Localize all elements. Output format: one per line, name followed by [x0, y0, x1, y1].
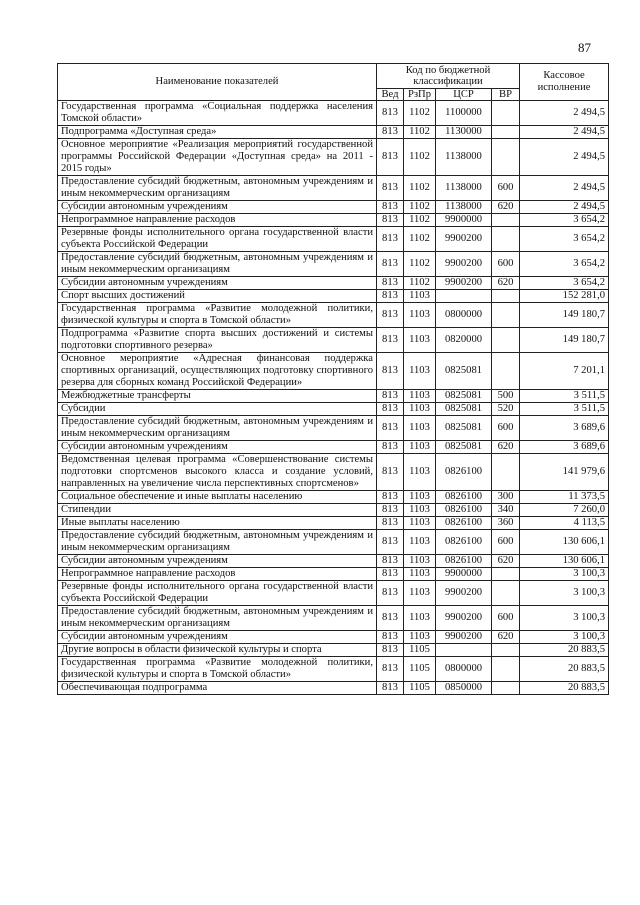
row-vr: 600 [492, 176, 520, 201]
row-name: Ведомственная целевая программа «Совершенствование системы подготовки спортсменов высокого класса и создание условий, направленных на увеличение числа перспективных спортсменов» [58, 454, 377, 491]
table-row [58, 126, 609, 139]
row-rzpr: 1102 [404, 101, 436, 126]
table-row [58, 353, 609, 390]
row-csr: 9900000 [436, 214, 492, 227]
row-csr: 1100000 [436, 101, 492, 126]
row-csr: 0800000 [436, 657, 492, 682]
table-row [58, 657, 609, 682]
row-amount: 3 654,2 [520, 252, 609, 277]
row-ved: 813 [377, 581, 404, 606]
table-row [58, 214, 609, 227]
row-amount: 141 979,6 [520, 454, 609, 491]
row-amount: 3 654,2 [520, 214, 609, 227]
row-vr [492, 581, 520, 606]
row-ved: 813 [377, 227, 404, 252]
table-row [58, 530, 609, 555]
page-number: 87 [578, 40, 591, 55]
row-csr: 0825081 [436, 416, 492, 441]
row-rzpr: 1103 [404, 555, 436, 568]
row-csr: 0826100 [436, 530, 492, 555]
row-rzpr: 1102 [404, 227, 436, 252]
row-name: Субсидии автономным учреждениям [58, 201, 377, 214]
row-csr: 9900200 [436, 631, 492, 644]
row-ved: 813 [377, 454, 404, 491]
row-rzpr: 1103 [404, 290, 436, 303]
table-row [58, 504, 609, 517]
row-ved: 813 [377, 201, 404, 214]
row-rzpr: 1103 [404, 504, 436, 517]
row-name: Стипендии [58, 504, 377, 517]
row-amount: 3 100,3 [520, 581, 609, 606]
row-csr: 9900200 [436, 606, 492, 631]
header-cash-execution: Кассовое исполнение [520, 64, 609, 101]
row-ved: 813 [377, 303, 404, 328]
row-csr: 0826100 [436, 491, 492, 504]
row-name: Подпрограмма «Доступная среда» [58, 126, 377, 139]
row-rzpr: 1102 [404, 252, 436, 277]
row-ved: 813 [377, 328, 404, 353]
row-amount: 2 494,5 [520, 126, 609, 139]
row-ved: 813 [377, 390, 404, 403]
row-csr: 1138000 [436, 176, 492, 201]
row-csr: 0800000 [436, 303, 492, 328]
row-amount: 20 883,5 [520, 657, 609, 682]
row-vr: 340 [492, 504, 520, 517]
row-ved: 813 [377, 176, 404, 201]
row-rzpr: 1102 [404, 201, 436, 214]
header-indicator-name: Наименование показателей [58, 64, 377, 101]
row-rzpr: 1102 [404, 126, 436, 139]
row-amount: 3 511,5 [520, 403, 609, 416]
row-vr [492, 101, 520, 126]
row-name: Социальное обеспечение и иные выплаты населению [58, 491, 377, 504]
header-rzpr: РзПр [404, 89, 436, 101]
row-vr [492, 126, 520, 139]
row-amount: 20 883,5 [520, 682, 609, 695]
row-name: Обеспечивающая подпрограмма [58, 682, 377, 695]
row-name: Подпрограмма «Развитие спорта высших достижений и системы подготовки спортивного резерва» [58, 328, 377, 353]
row-csr: 0826100 [436, 454, 492, 491]
row-name: Предоставление субсидий бюджетным, автономным учреждениям и иным некоммерческим организациям [58, 530, 377, 555]
row-vr [492, 328, 520, 353]
table-row [58, 454, 609, 491]
header-ved: Вед [377, 89, 404, 101]
header-csr: ЦСР [436, 89, 492, 101]
row-ved: 813 [377, 353, 404, 390]
row-amount: 11 373,5 [520, 491, 609, 504]
row-csr [436, 290, 492, 303]
row-amount: 149 180,7 [520, 303, 609, 328]
row-rzpr: 1103 [404, 390, 436, 403]
row-rzpr: 1102 [404, 214, 436, 227]
row-rzpr: 1103 [404, 454, 436, 491]
row-ved: 813 [377, 290, 404, 303]
row-csr: 0825081 [436, 353, 492, 390]
table-row [58, 227, 609, 252]
row-amount: 3 654,2 [520, 277, 609, 290]
row-ved: 813 [377, 568, 404, 581]
budget-execution-table [57, 63, 609, 695]
row-rzpr: 1103 [404, 581, 436, 606]
row-ved: 813 [377, 555, 404, 568]
row-name: Резервные фонды исполнительного органа государственной власти субъекта Российской Федерации [58, 227, 377, 252]
table-row [58, 517, 609, 530]
row-ved: 813 [377, 606, 404, 631]
row-rzpr: 1102 [404, 139, 436, 176]
table-row [58, 328, 609, 353]
row-amount: 3 689,6 [520, 416, 609, 441]
row-rzpr: 1103 [404, 328, 436, 353]
row-amount: 4 113,5 [520, 517, 609, 530]
row-vr: 600 [492, 252, 520, 277]
row-rzpr: 1103 [404, 416, 436, 441]
table-row [58, 403, 609, 416]
row-rzpr: 1103 [404, 353, 436, 390]
row-name: Основное мероприятие «Адресная финансовая поддержка спортивных организаций, осуществляющих подготовку спортивного резерва для сборных команд Российской Федерации» [58, 353, 377, 390]
row-ved: 813 [377, 214, 404, 227]
row-amount: 3 100,3 [520, 606, 609, 631]
table-row [58, 139, 609, 176]
row-name: Предоставление субсидий бюджетным, автономным учреждениям и иным некоммерческим организациям [58, 176, 377, 201]
row-name: Субсидии [58, 403, 377, 416]
row-name: Иные выплаты населению [58, 517, 377, 530]
row-csr: 0825081 [436, 403, 492, 416]
row-vr [492, 454, 520, 491]
row-rzpr: 1103 [404, 491, 436, 504]
row-amount: 152 281,0 [520, 290, 609, 303]
row-vr [492, 682, 520, 695]
row-name: Субсидии автономным учреждениям [58, 555, 377, 568]
row-vr: 600 [492, 530, 520, 555]
table-row [58, 568, 609, 581]
row-ved: 813 [377, 530, 404, 555]
row-csr: 0826100 [436, 555, 492, 568]
row-amount: 3 100,3 [520, 631, 609, 644]
row-amount: 149 180,7 [520, 328, 609, 353]
row-amount: 20 883,5 [520, 644, 609, 657]
row-ved: 813 [377, 403, 404, 416]
table-row [58, 581, 609, 606]
row-csr [436, 644, 492, 657]
row-vr: 300 [492, 491, 520, 504]
row-csr: 0825081 [436, 390, 492, 403]
row-rzpr: 1105 [404, 644, 436, 657]
row-amount: 7 201,1 [520, 353, 609, 390]
row-amount: 2 494,5 [520, 176, 609, 201]
row-csr: 9900000 [436, 568, 492, 581]
row-name: Субсидии автономным учреждениям [58, 441, 377, 454]
row-rzpr: 1103 [404, 568, 436, 581]
row-name: Субсидии автономным учреждениям [58, 631, 377, 644]
row-ved: 813 [377, 644, 404, 657]
row-vr [492, 290, 520, 303]
row-name: Другие вопросы в области физической культуры и спорта [58, 644, 377, 657]
row-name: Непрограммное направление расходов [58, 568, 377, 581]
row-vr: 600 [492, 606, 520, 631]
row-name: Резервные фонды исполнительного органа государственной власти субъекта Российской Федерации [58, 581, 377, 606]
row-vr [492, 657, 520, 682]
row-name: Межбюджетные трансферты [58, 390, 377, 403]
row-rzpr: 1105 [404, 682, 436, 695]
row-ved: 813 [377, 101, 404, 126]
row-vr: 620 [492, 555, 520, 568]
row-amount: 3 100,3 [520, 568, 609, 581]
row-amount: 2 494,5 [520, 101, 609, 126]
table-row [58, 491, 609, 504]
row-rzpr: 1102 [404, 176, 436, 201]
row-name: Предоставление субсидий бюджетным, автономным учреждениям и иным некоммерческим организациям [58, 416, 377, 441]
header-budget-code: Код по бюджетной классификации [377, 64, 520, 89]
row-name: Предоставление субсидий бюджетным, автономным учреждениям и иным некоммерческим организациям [58, 606, 377, 631]
row-name: Государственная программа «Социальная поддержка населения Томской области» [58, 101, 377, 126]
row-vr: 360 [492, 517, 520, 530]
row-amount: 3 511,5 [520, 390, 609, 403]
row-ved: 813 [377, 517, 404, 530]
table-row [58, 441, 609, 454]
row-ved: 813 [377, 491, 404, 504]
row-ved: 813 [377, 252, 404, 277]
row-csr: 9900200 [436, 277, 492, 290]
table-row [58, 606, 609, 631]
row-vr [492, 568, 520, 581]
table-row [58, 252, 609, 277]
row-vr [492, 227, 520, 252]
row-csr: 1130000 [436, 126, 492, 139]
row-amount: 3 689,6 [520, 441, 609, 454]
row-amount: 2 494,5 [520, 201, 609, 214]
table-row [58, 416, 609, 441]
table-row [58, 303, 609, 328]
row-csr: 9900200 [436, 581, 492, 606]
table-row [58, 682, 609, 695]
row-ved: 813 [377, 416, 404, 441]
table-row [58, 390, 609, 403]
row-ved: 813 [377, 126, 404, 139]
row-rzpr: 1103 [404, 517, 436, 530]
row-rzpr: 1103 [404, 606, 436, 631]
row-csr: 1138000 [436, 139, 492, 176]
table-row [58, 644, 609, 657]
table-row [58, 277, 609, 290]
row-name: Государственная программа «Развитие молодежной политики, физической культуры и спорта в Томской области» [58, 657, 377, 682]
row-vr: 600 [492, 416, 520, 441]
row-name: Непрограммное направление расходов [58, 214, 377, 227]
row-rzpr: 1102 [404, 277, 436, 290]
row-vr [492, 139, 520, 176]
row-ved: 813 [377, 441, 404, 454]
row-csr: 0820000 [436, 328, 492, 353]
table-row [58, 176, 609, 201]
row-name: Субсидии автономным учреждениям [58, 277, 377, 290]
row-rzpr: 1103 [404, 303, 436, 328]
row-vr: 620 [492, 441, 520, 454]
row-amount: 130 606,1 [520, 555, 609, 568]
row-amount: 3 654,2 [520, 227, 609, 252]
row-csr: 0850000 [436, 682, 492, 695]
row-vr: 620 [492, 201, 520, 214]
row-ved: 813 [377, 139, 404, 176]
row-rzpr: 1103 [404, 631, 436, 644]
table-row [58, 201, 609, 214]
table-row [58, 101, 609, 126]
row-csr: 0826100 [436, 517, 492, 530]
row-ved: 813 [377, 631, 404, 644]
table-row [58, 631, 609, 644]
row-ved: 813 [377, 504, 404, 517]
row-amount: 7 260,0 [520, 504, 609, 517]
row-name: Предоставление субсидий бюджетным, автономным учреждениям и иным некоммерческим организациям [58, 252, 377, 277]
row-rzpr: 1103 [404, 530, 436, 555]
table-row [58, 290, 609, 303]
row-csr: 0825081 [436, 441, 492, 454]
row-csr: 9900200 [436, 227, 492, 252]
row-rzpr: 1105 [404, 657, 436, 682]
row-vr [492, 353, 520, 390]
row-vr [492, 644, 520, 657]
row-ved: 813 [377, 682, 404, 695]
row-name: Основное мероприятие «Реализация мероприятий государственной программы Российской Федерации «Доступная среда» на 2011 - 2015 годы» [58, 139, 377, 176]
row-ved: 813 [377, 657, 404, 682]
row-vr [492, 214, 520, 227]
row-rzpr: 1103 [404, 403, 436, 416]
row-vr: 620 [492, 277, 520, 290]
row-amount: 130 606,1 [520, 530, 609, 555]
row-amount: 2 494,5 [520, 139, 609, 176]
row-vr: 500 [492, 390, 520, 403]
row-csr: 1138000 [436, 201, 492, 214]
row-vr: 520 [492, 403, 520, 416]
table-row [58, 555, 609, 568]
table-body [58, 101, 609, 695]
row-vr [492, 303, 520, 328]
row-csr: 0826100 [436, 504, 492, 517]
row-name: Спорт высших достижений [58, 290, 377, 303]
row-ved: 813 [377, 277, 404, 290]
row-csr: 9900200 [436, 252, 492, 277]
row-rzpr: 1103 [404, 441, 436, 454]
row-name: Государственная программа «Развитие молодежной политики, физической культуры и спорта в Томской области» [58, 303, 377, 328]
row-vr: 620 [492, 631, 520, 644]
header-vr: ВР [492, 89, 520, 101]
